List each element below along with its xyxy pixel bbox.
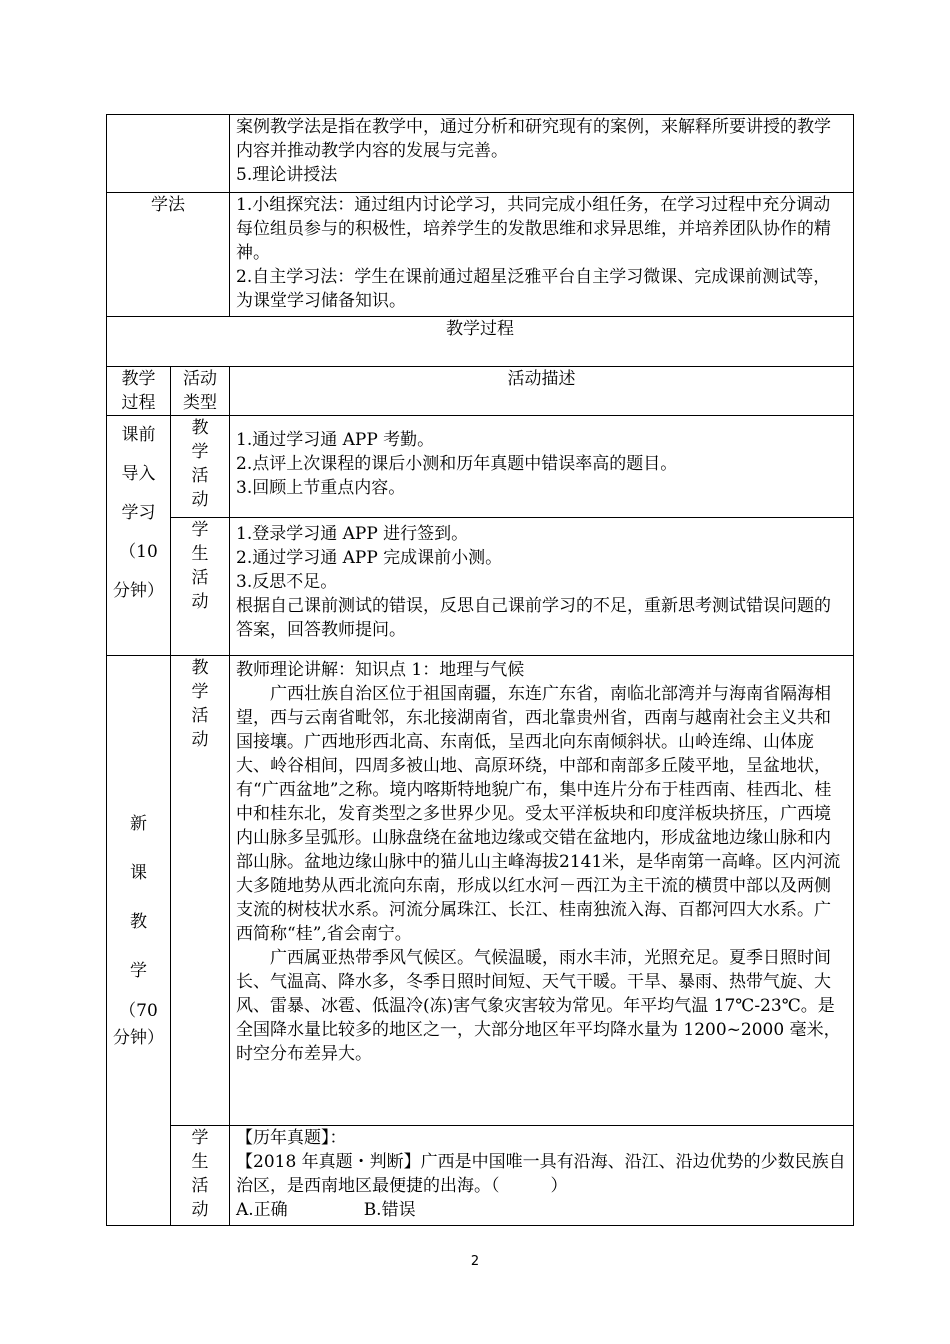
lesson-plan-table xyxy=(106,114,854,1226)
type-char: 学 xyxy=(191,442,209,462)
type-char: 教 xyxy=(191,418,209,438)
option-a: A.正确 xyxy=(236,1200,288,1220)
pre-class-teacher-row xyxy=(107,416,854,518)
type-char: 生 xyxy=(191,1152,209,1172)
case-method-text: 案例教学法是指在教学中，通过分析和研究现有的案例，来解释所要讲授的教学内容并推动教学内容的发展与完善。 xyxy=(236,117,831,161)
type-char: 动 xyxy=(191,730,209,750)
pre-class-stage-line: 课前 xyxy=(121,425,156,445)
type-char: 活 xyxy=(191,706,209,726)
new-lesson-teacher-type xyxy=(171,656,230,1126)
header-type-line1: 活动 xyxy=(183,369,217,389)
list-item: 根据自己课前测试的错误，反思自己课前学习的不足，重新思考测试错误问题的答案，回答教师提问。 xyxy=(236,596,831,640)
header-row xyxy=(107,367,854,416)
learning-method-row xyxy=(107,193,854,317)
type-char: 动 xyxy=(191,1200,209,1220)
new-lesson-stage-line: 学 xyxy=(130,961,147,981)
pre-class-stage xyxy=(107,416,171,656)
pre-class-student-desc xyxy=(230,518,854,656)
list-item: 2.点评上次课程的课后小测和历年真题中错误率高的题目。 xyxy=(236,454,678,474)
type-char: 生 xyxy=(191,544,209,564)
option-b: B.错误 xyxy=(363,1200,416,1220)
empty-label-cell xyxy=(107,115,230,193)
learning-method-cell xyxy=(230,193,854,317)
header-type-line2: 类型 xyxy=(183,393,217,413)
list-item: 3.反思不足。 xyxy=(236,572,338,592)
header-stage xyxy=(107,367,171,416)
answer-options xyxy=(236,1198,847,1222)
pre-class-stage-line: 导入 xyxy=(121,464,156,484)
header-stage-line2: 过程 xyxy=(121,393,156,413)
exam-question: 【2018 年真题・判断】广西是中国唯一具有沿海、沿江、沿边优势的少数民族自治区，是西南地区最便捷的出海。（ ） xyxy=(236,1152,846,1196)
new-lesson-stage-line: 新 xyxy=(130,814,147,834)
pre-class-teacher-type xyxy=(171,416,230,518)
list-item: 3.回顾上节重点内容。 xyxy=(236,478,406,498)
new-lesson-student-type xyxy=(171,1126,230,1226)
header-type xyxy=(171,367,230,416)
method-continuation-cell xyxy=(230,115,854,193)
list-item: 1.通过学习通 APP 考勤。 xyxy=(236,430,435,450)
pre-class-student-type xyxy=(171,518,230,656)
type-char: 教 xyxy=(191,658,209,678)
type-char: 动 xyxy=(191,592,209,612)
new-lesson-stage xyxy=(107,656,171,1226)
new-lesson-teacher-row xyxy=(107,656,854,1126)
new-lesson-student-row xyxy=(107,1126,854,1226)
self-study-text: 2.自主学习法：学生在课前通过超星泛雅平台自主学习微课、完成课前测试等，为课堂学习储备知识。 xyxy=(236,267,831,311)
new-lesson-stage-line: 教 xyxy=(130,912,147,932)
pre-class-stage-line: （10 xyxy=(119,542,158,562)
climate-paragraph: 广西属亚热带季风气候区。气候温暖，雨水丰沛，光照充足。夏季日照时间长、气温高、降水多，冬季日照时间短、天气干暖。干旱、暴雨、热带气旋、大风、雷暴、冰雹、低温冷(冻)害气象灾害较为常见。年平均气温 17℃-23℃。是全国降水量比较多的地区之一，大部分地区年平均降水量为 1200~2000 毫米，时空分布差异大。 xyxy=(236,948,841,1064)
type-char: 活 xyxy=(191,466,209,486)
pre-class-stage-line: 学习 xyxy=(121,503,156,523)
type-char: 学 xyxy=(191,1128,209,1148)
type-char: 学 xyxy=(191,682,209,702)
lecture-method-item: 5.理论讲授法 xyxy=(236,165,338,185)
new-lesson-stage-line: 课 xyxy=(130,863,147,883)
header-stage-line1: 教学 xyxy=(121,369,156,389)
type-char: 学 xyxy=(191,520,209,540)
past-exam-heading: 【历年真题】： xyxy=(236,1128,347,1148)
header-description: 活动描述 xyxy=(230,367,854,416)
geography-paragraph: 广西壮族自治区位于祖国南疆，东连广东省，南临北部湾并与海南省隔海相望，西与云南省毗邻，东北接湖南省，西北靠贵州省，西南与越南社会主义共和国接壤。广西地形西北高、东南低，呈西北向东南倾斜状。山岭连绵、山体庞大、岭谷相间，四周多被山地、高原环绕，中部和南部多丘陵平地，呈盆地状，有“广西盆地”之称。境内喀斯特地貌广布，集中连片分布于桂西南、桂西北、桂中和桂东北，发育类型之多世界少见。受太平洋板块和印度洋板块挤压，广西境内山脉多呈弧形。山脉盘绕在盆地边缘或交错在盆地内，形成盆地边缘山脉和内部山脉。盆地边缘山脉中的猫儿山主峰海拔2141米，是华南第一高峰。区内河流大多随地势从西北流向东南，形成以红水河－西江为主干流的横贯中部以及两侧支流的树枝状水系。河流分属珠江、长江、桂南独流入海、百都河四大水系。广西简称“桂”,省会南宁。 xyxy=(236,684,841,944)
new-lesson-stage-line: （70 xyxy=(119,1001,158,1021)
pre-class-student-row xyxy=(107,518,854,656)
knowledge-point-heading: 教师理论讲解：知识点 1：地理与气候 xyxy=(236,660,525,680)
list-item: 2.通过学习通 APP 完成课前小测。 xyxy=(236,548,503,568)
pre-class-stage-line: 分钟） xyxy=(113,581,164,601)
group-inquiry-text: 1.小组探究法：通过组内讨论学习，共同完成小组任务，在学习过程中充分调动每位组员参与的积极性，培养学生的发散思维和求异思维，并培养团队协作的精神。 xyxy=(236,195,831,263)
learning-method-label: 学法 xyxy=(107,193,230,317)
new-lesson-teacher-desc xyxy=(230,656,854,1126)
process-title: 教学过程 xyxy=(107,317,854,367)
type-char: 活 xyxy=(191,568,209,588)
type-char: 活 xyxy=(191,1176,209,1196)
method-continuation-row xyxy=(107,115,854,193)
list-item: 1.登录学习通 APP 进行签到。 xyxy=(236,524,469,544)
pre-class-teacher-desc xyxy=(230,416,854,518)
type-char: 动 xyxy=(191,490,209,510)
new-lesson-student-desc xyxy=(230,1126,854,1226)
page-number: 2 xyxy=(470,1254,480,1269)
process-title-row xyxy=(107,317,854,367)
new-lesson-stage-line: 分钟） xyxy=(113,1028,164,1048)
